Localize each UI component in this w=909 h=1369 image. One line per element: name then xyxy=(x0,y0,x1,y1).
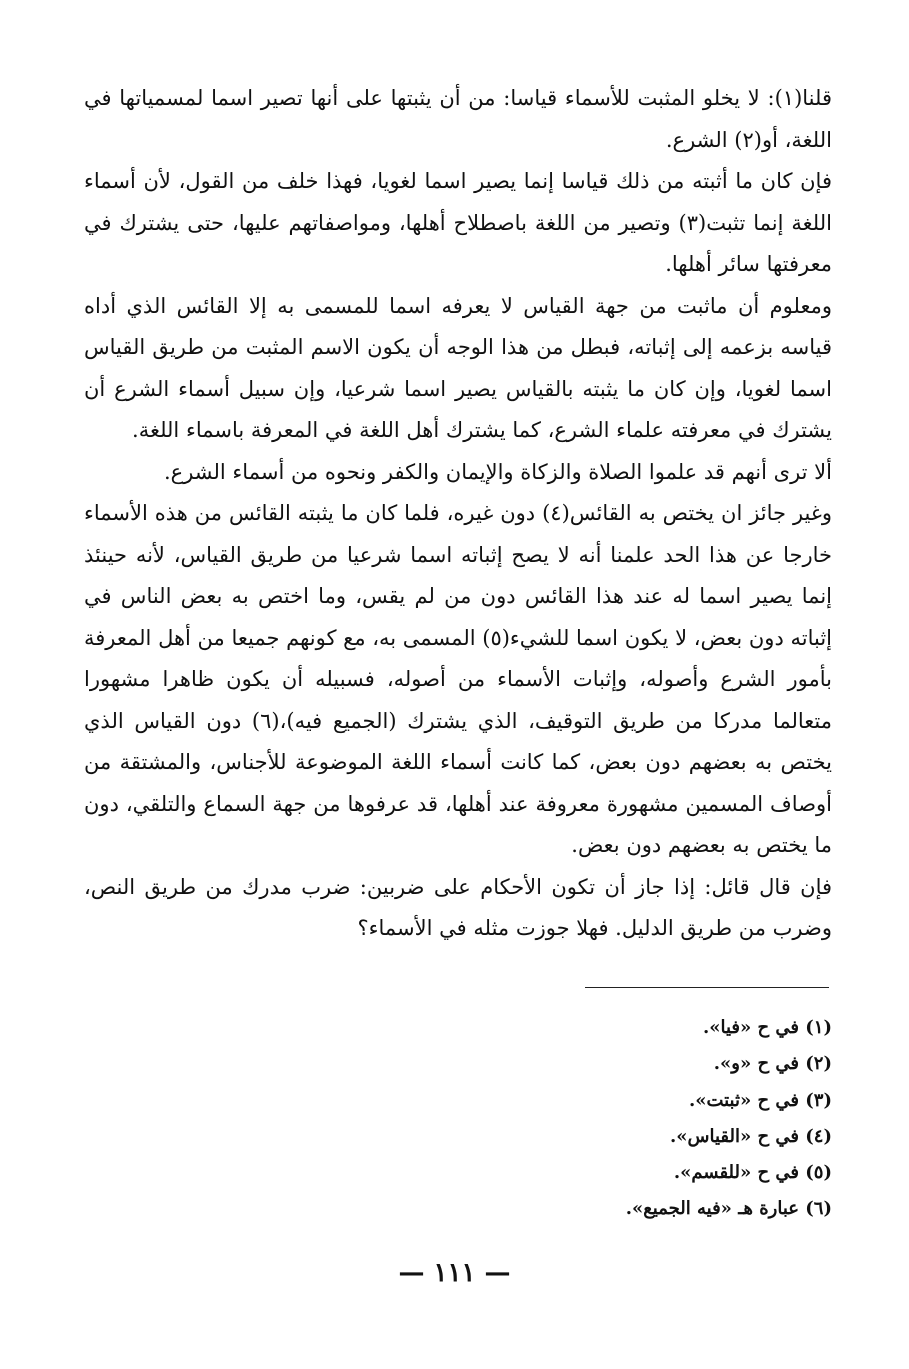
main-text xyxy=(84,78,832,950)
footnote-3: (٣) في ح «ثبتت». xyxy=(688,1089,832,1111)
footnote-6: (٦) عبارة هـ «فيه الجميع». xyxy=(625,1198,832,1220)
paragraph-6: فإن قال قائل: إذا جاز أن تكون الأحكام على ضربين: ضرب مدرك من طريق النص، وضرب من طريق الدليل. فهلا جوزت مثله في الأسماء؟ xyxy=(84,874,832,940)
footnote-5: (٥) في ح «للقسم». xyxy=(673,1162,832,1184)
paragraph-3: ومعلوم أن ماثبت من جهة القياس لا يعرفه اسما للمسمى به إلا القائس الذي أداه قياسه بزعمه إلى إثباته، فبطل من هذا الوجه أن يكون الاسم المثبت من طريق القياس اسما لغويا، وإن كان ما يثبته بالقياس يصير اسما شرعيا، وإن سبيل أسماء الشرع أن يشترك في معرفته علماء الشرع، كما يشترك أهل اللغة في المعرفة باسماء اللغة. xyxy=(84,293,832,442)
footnote-divider xyxy=(585,987,829,988)
page-number: — ١١١ — xyxy=(398,1258,511,1288)
footnote-2: (٢) في ح «و». xyxy=(713,1053,832,1075)
paragraph-1: قلنا(١): لا يخلو المثبت للأسماء قياسا: من أن يثبتها على أنها تصير اسما لمسمياتها في اللغة، أو(٢) الشرع. xyxy=(84,86,832,152)
footnote-4: (٤) في ح «القياس». xyxy=(670,1125,832,1147)
footnotes xyxy=(84,1010,832,1228)
footnote-1: (١) في ح «فيا». xyxy=(702,1017,832,1038)
paragraph-2: فإن كان ما أثبته من ذلك قياسا إنما يصير اسما لغويا، فهذا خلف من القول، لأن أسماء اللغة إنما تثبت(٣) وتصير من اللغة باصطلاح أهلها، ومواصفاتهم عليها، حتى يشترك في معرفتها سائر أهلها. xyxy=(84,169,832,276)
paragraph-5: وغير جائز ان يختص به القائس(٤) دون غيره، فلما كان ما يثبته القائس من هذه الأسماء خارجا عن هذا الحد علمنا أنه لا يصح إثباته اسما شرعيا من طريق القياس، لأنه حينئذ إنما يصير اسما له عند هذا القائس دون من لم يقس، وما اختص به بعض الناس في إثباته دون بعض، لا يكون اسما للشيء(٥) المسمى به، مع كونهم جميعا من أهل المعرفة بأمور الشرع وأصوله، وإثبات الأسماء من أصوله، فسبيله أن يكون ظاهرا مشهورا متعالما مدركا من طريق التوقيف، الذي يشترك (الجميع فيه)،(٦) دون القياس الذي يختص به بعضهم دون بعض، كما كانت أسماء اللغة الموضوعة للأجناس، والمشتقة من أوصاف المسمين مشهورة معروفة عند أهلها، قد عرفوها من جهة السماع والتلقي، دون ما يختص به بعضهم دون بعض. xyxy=(84,501,833,857)
paragraph-4: ألا ترى أنهم قد علموا الصلاة والزكاة والإيمان والكفر ونحوه من أسماء الشرع. xyxy=(164,459,832,484)
